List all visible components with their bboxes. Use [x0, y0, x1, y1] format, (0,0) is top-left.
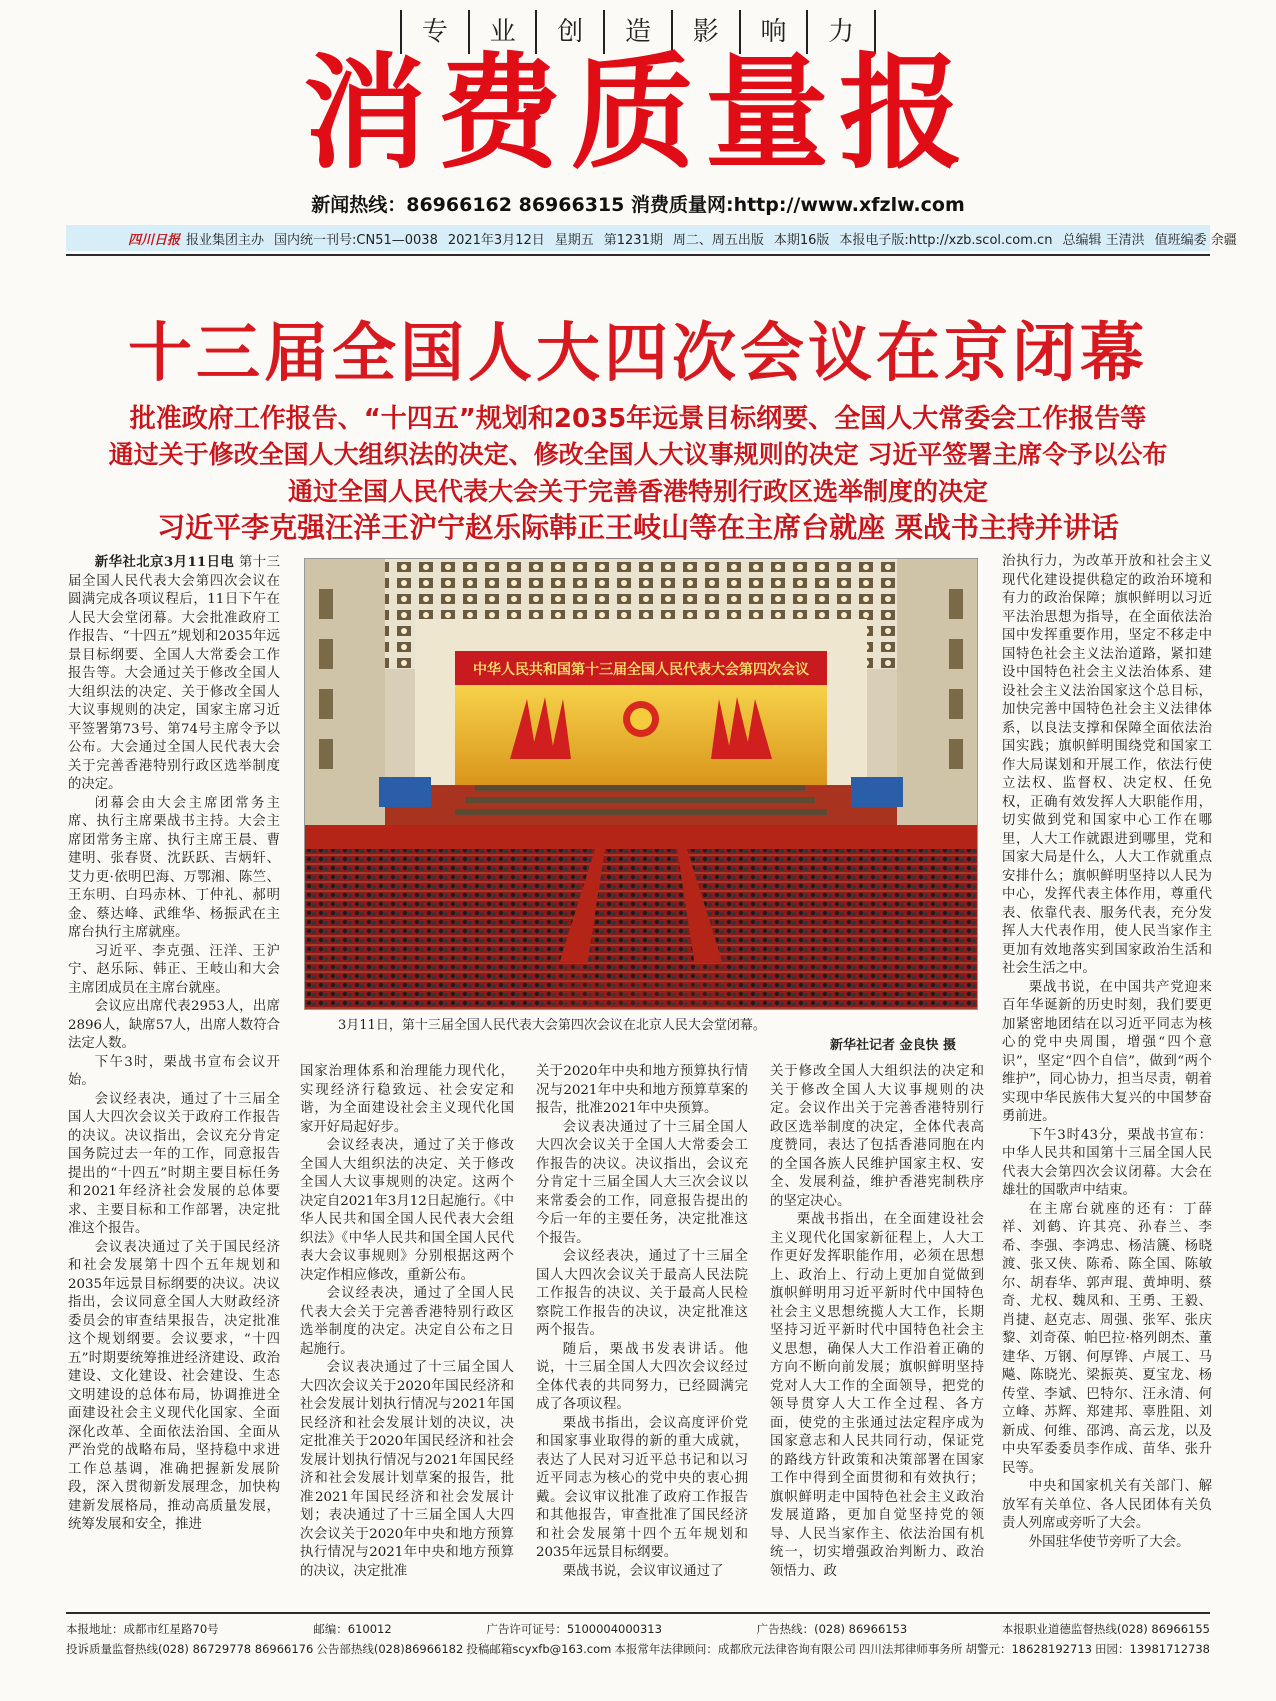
paragraph: 会议表决通过了十三届全国人大四次会议关于2020年国民经济和社会发展计划执行情况与2021年国民经济和社会发展计划的决议，决定批准关于2020年国民经济和社会发展计划执行情况与2021年国民经济和社会发展计划草案的报告，批准2021年国民经济和社会发展计划；表决通过了十三届全国人大四次会议关于2020年中央和地方预算执行情况与2021年中央和地方预算的决议，决定批准	[300, 1360, 514, 1579]
issue-info-bar	[66, 225, 1237, 251]
paragraph: 会议经表决，通过了十三届全国人大四次会议关于政府工作报告的决议。决议指出，会议充分肯定国务院过去一年的工作，同意报告提出的“十四五”时期主要目标任务和2021年经济社会发展的总体要求、主要目标和工作部署，决定批准这个报告。	[68, 1091, 280, 1236]
info-item: 总编辑 王清洪	[1062, 232, 1145, 248]
article-column-5	[1002, 553, 1212, 1605]
paragraph: 治执行力，为改革开放和社会主义现代化建设提供稳定的政治环境和有力的政治保障；旗帜鲜明以习近平法治思想为指导，在全面依法治国中发挥重要作用，坚定不移走中国特色社会主义法治道路，紧扣建设中国特色社会主义法治体系、建设社会主义法治国家这个总目标，加快完善中国特色社会主义法律体系，以良法支撑和保障全面依法治国实践；旗帜鲜明围绕党和国家工作大局谋划和开展工作，依法行使立法权、监督权、决定权、任免权，正确有效发挥人大职能作用，切实做到党和国家中心工作在哪里，人大工作就跟进到哪里，党和国家大局是什么，人大工作就重点安排什么；旗帜鲜明坚持以人民为中心，发挥代表主体作用，尊重代表、依靠代表、服务代表，充分发挥人大代表作用，使人民当家作主更加有效地落实到国家政治生活和社会生活之中。	[1002, 554, 1212, 976]
subheadline: 通过全国人民代表大会关于完善香港特别行政区选举制度的决定	[287, 477, 988, 506]
footer-item: 广告热线：(028) 86966153	[756, 1622, 908, 1636]
footer-item: 公告部热线(028)86966182	[316, 1642, 464, 1656]
footer-item: 本报常年法律顾问：成都欣元法律咨询有限公司	[614, 1642, 856, 1656]
paragraph: 下午3时，栗战书宣布会议开始。	[68, 1054, 280, 1088]
masthead-divider	[66, 254, 1210, 256]
motto-char: 影	[671, 10, 739, 54]
paragraph: 栗战书说，在中国共产党迎来百年华诞新的历史时刻，我们要更加紧密地团结在以习近平同志为核心的党中央周围，增强“四个意识”，坚定“四个自信”，做到“两个维护”，同心协力，担当尽责，朝着实现中华民族伟大复兴的中国梦奋勇前进。	[1002, 979, 1212, 1124]
article-column-3	[536, 1063, 748, 1605]
footer-item: 本报地址：成都市红星路70号	[66, 1622, 219, 1636]
paragraph: 会议表决通过了关于国民经济和社会发展第十四个五年规划和2035年远景目标纲要的决议。决议指出，会议同意全国人大财政经济委员会的审查结果报告，决定批准这个规划纲要。会议要求，“十四五”时期要统筹推进经济建设、政治建设、文化建设、社会建设、生态文明建设的总体布局，协调推进全面建设社会主义现代化国家、全面深化改革、全面依法治国、全面从严治党的战略布局，坚持稳中求进工作总基调，准确把握新发展阶段，深入贯彻新发展理念，加快构建新发展格局，推动高质量发展，统筹发展和安全，推进	[68, 1239, 280, 1532]
photo-caption: 3月11日，第十三届全国人民代表大会第四次会议在北京人民大会堂闭幕。	[338, 1018, 766, 1033]
paragraph: 国家治理体系和治理能力现代化，实现经济行稳致远、社会安定和谐，为全面建设社会主义现代化国家开好局起好步。	[300, 1064, 514, 1135]
hall-banner: 中华人民共和国第十三届全国人民代表大会第四次会议	[473, 662, 809, 678]
article-column-1	[68, 553, 280, 1605]
footer-item: 本报职业道德监督热线(028) 86966155	[1001, 1622, 1210, 1636]
paragraph: 会议经表决，通过了十三届全国人大四次会议关于最高人民法院工作报告的决议、关于最高人民检察院工作报告的决议，决定批准这两个报告。	[536, 1249, 748, 1338]
paragraph: 栗战书指出，会议高度评价党和国家事业取得的新的重大成就，表达了人民对习近平总书记和以习近平同志为核心的党中央的衷心拥戴。会议审议批准了政府工作报告和其他报告，审查批准了国民经济和社会发展第十四个五年规划和2035年远景目标纲要。	[536, 1415, 748, 1560]
paragraph: 会议应出席代表2953人，出席2896人，缺席57人，出席人数符合法定人数。	[68, 999, 280, 1051]
info-item: 国内统一刊号:CN51—0038	[274, 232, 438, 248]
dateline: 新华社北京3月11日电	[94, 554, 235, 570]
info-item: 星期五	[554, 232, 594, 248]
publisher-logo: 四川日报	[128, 232, 181, 248]
newspaper-title: 消费质量报	[302, 42, 973, 186]
article-column-2	[300, 1063, 514, 1605]
info-item: 2021年3月12日	[447, 232, 545, 248]
paragraph: 在主席台就座的还有：丁薛祥、刘鹤、许其亮、孙春兰、李希、李强、李鸿忠、杨洁篪、杨晓渡、张又侠、陈希、陈全国、陈敏尔、胡春华、郭声琨、黄坤明、蔡奇、尤权、魏凤和、王勇、王毅、肖捷、赵克志、周强、张军、张庆黎、刘奇葆、帕巴拉·格列朗杰、董建华、万钢、何厚铧、卢展工、马飚、陈晓光、梁振英、夏宝龙、杨传堂、李斌、巴特尔、汪永清、何立峰、苏辉、郑建邦、辜胜阻、刘新成、何维、邵鸿、高云龙，以及中央军委委员李作成、苗华、张升民等。	[1002, 1201, 1212, 1476]
info-item: 第1231期	[603, 232, 663, 248]
subheadline: 批准政府工作报告、“十四五”规划和2035年远景目标纲要、全国人大常委会工作报告等	[129, 404, 1147, 434]
footer-item: 邮编：610012	[313, 1622, 392, 1636]
paragraph: 习近平、李克强、汪洋、王沪宁、赵乐际、韩正、王岐山和大会主席团成员在主席台就座。	[68, 943, 280, 996]
paragraph: 会议经表决，通过了全国人民代表大会关于完善香港特别行政区选举制度的决定。决定自公布之日起施行。	[300, 1286, 514, 1357]
paragraph: 关于修改全国人大组织法的决定和关于修改全国人大议事规则的决定。会议作出关于完善香港特别行政区选举制度的决定，全体代表高度赞同，表达了包括香港同胞在内的全国各族人民维护国家主权、安全、发展利益，维护香港宪制秩序的坚定决心。	[770, 1064, 984, 1209]
paragraph: 闭幕会由大会主席团常务主席、执行主席栗战书主持。大会主席团常务主席、执行主席王晨、曹建明、张春贤、沈跃跃、吉炳轩、艾力更·依明巴海、万鄂湘、陈竺、王东明、白玛赤林、丁仲礼、郝明金、蔡达峰、武维华、杨振武在主席台执行主席就座。	[68, 795, 280, 940]
motto-char: 创	[535, 10, 603, 54]
paragraph: 栗战书指出，在全面建设社会主义现代化国家新征程上，人大工作更好发挥职能作用，必须在思想上、政治上、行动上更加自觉做到旗帜鲜明用习近平新时代中国特色社会主义思想统揽人大工作，长期坚持习近平新时代中国特色社会主义思想，确保人大工作沿着正确的方向不断向前发展；旗帜鲜明坚持党对人大工作的全面领导，把党的领导贯穿人大工作全过程、各方面，使党的主张通过法定程序成为国家意志和人民共同行动，保证党的路线方针政策和决策部署在国家工作中得到全面贯彻和有效执行；旗帜鲜明走中国特色社会主义政治发展道路，更加自觉坚持党的领导、人民当家作主、依法治国有机统一，切实增强政治判断力、政治领悟力、政	[770, 1212, 984, 1579]
subheadline: 通过关于修改全国人大组织法的决定、修改全国人大议事规则的决定 习近平签署主席令予以公布	[108, 440, 1168, 469]
footer-divider	[66, 1612, 1210, 1614]
paragraph: 会议经表决，通过了关于修改全国人大组织法的决定、关于修改全国人大议事规则的决定。这两个决定自2021年3月12日起施行。《中华人民共和国全国人民代表大会组织法》《中华人民共和国全国人民代表大会议事规则》分别根据这两个决定作相应修改，重新公布。	[300, 1138, 514, 1283]
paragraph: 关于2020年中央和地方预算执行情况与2021年中央和地方预算草案的报告，批准2021年中央预算。	[536, 1064, 748, 1116]
paragraph: 下午3时43分，栗战书宣布：中华人民共和国第十三届全国人民代表大会第四次会议闭幕。大会在雄壮的国歌声中结束。	[1002, 1127, 1212, 1198]
info-item: 本期16版	[773, 232, 830, 248]
info-item: 报业集团主办	[186, 232, 265, 248]
motto-char: 造	[603, 10, 671, 54]
footer-item: 胡警元：18628192713	[965, 1642, 1092, 1656]
news-photo	[304, 558, 978, 1010]
paragraph: 新华社北京3月11日电 第十三届全国人民代表大会第四次会议在圆满完成各项议程后，11日下午在人民大会堂闭幕。大会批准政府工作报告、“十四五”规划和2035年远景目标纲要、全国人大常委会工作报告等。大会通过关于修改全国人大组织法的决定、关于修改全国人大议事规则的决定，国家主席习近平签署第73号、第74号主席令予以公布。大会通过全国人民代表大会关于完善香港特别行政区选举制度的决定。	[68, 554, 280, 792]
subheadline: 习近平李克强汪洋王沪宁赵乐际韩正王岐山等在主席台就座 栗战书主持并讲话	[157, 511, 1119, 544]
paragraph: 中央和国家机关有关部门、解放军有关单位、各人民团体有关负责人列席或旁听了大会。	[1002, 1479, 1212, 1531]
motto-char: 响	[739, 10, 807, 54]
paragraph: 栗战书说，会议审议通过了	[562, 1563, 724, 1579]
main-headline: 十三届全国人大四次会议在京闭幕	[128, 317, 1148, 391]
footer-item: 田园：13981712738	[1095, 1642, 1210, 1656]
info-item: 本报电子版:http://xzb.scol.com.cn	[839, 232, 1053, 248]
footer-item: 四川法邦律师事务所	[858, 1642, 963, 1656]
footer-item: 投稿邮箱scyxfb@163.com	[466, 1642, 612, 1656]
footer-line	[66, 1641, 1210, 1657]
photo-credit: 新华社记者 金良快 摄	[830, 1038, 957, 1053]
motto-char: 力	[806, 10, 876, 54]
paragraph: 会议表决通过了十三届全国人大四次会议关于全国人大常委会工作报告的决议。决议指出，会议充分肯定十三届全国人大三次会议以来常委会的工作，同意报告提出的今后一年的主要任务，决定批准这个报告。	[536, 1119, 748, 1246]
paragraph: 外国驻华使节旁听了大会。	[1028, 1534, 1190, 1550]
paragraph: 随后，栗战书发表讲话。他说，十三届全国人大四次会议经过全体代表的共同努力，已经圆满完成了各项议程。	[536, 1341, 748, 1412]
info-item: 周二、周五出版	[672, 232, 764, 248]
footer-item: 投诉质量监督热线(028) 86729778 86966176	[66, 1642, 314, 1656]
motto-char: 业	[468, 10, 536, 54]
news-hotline: 新闻热线：86966162 86966315 消费质量网:http://www.xfzlw.com	[311, 194, 965, 216]
article-column-4	[770, 1063, 984, 1605]
footer-item: 广告许可证号：5100004000313	[486, 1622, 662, 1636]
motto-char: 专	[400, 10, 468, 54]
footer-line	[66, 1621, 1210, 1637]
info-item: 值班编委 余疆	[1154, 232, 1237, 248]
